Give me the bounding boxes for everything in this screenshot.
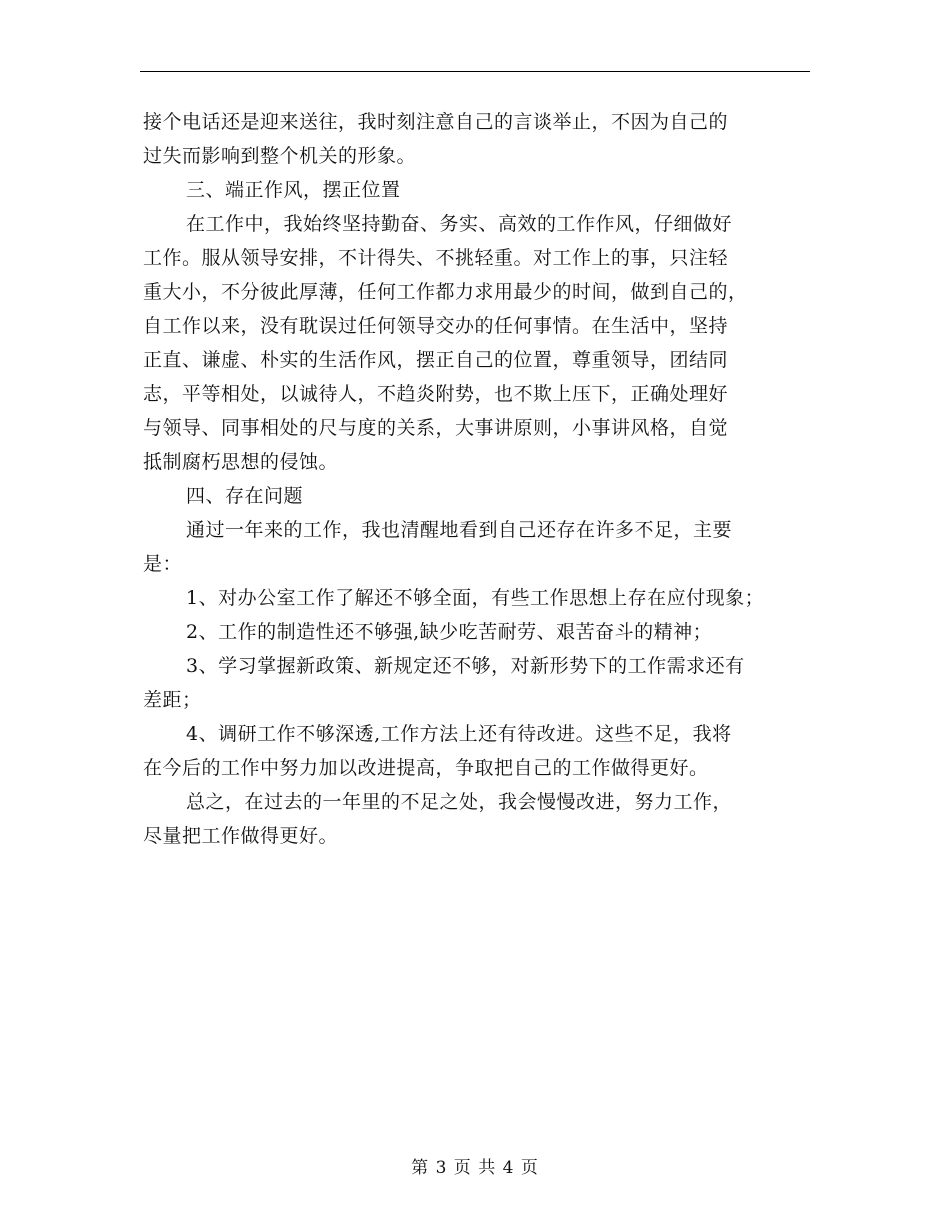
text-line-2: 过失而影响到整个机关的形象。 (143, 145, 417, 167)
conclusion-line-1: 总之，在过去的一年里的不足之处，我会慢慢改进，努力工作， (186, 791, 733, 813)
text-line-14: 是： (143, 553, 183, 575)
section-heading-3: 三、端正作风，摆正位置 (186, 179, 401, 201)
list-item-3: 3、学习掌握新政策、新规定还不够，对新形势下的工作需求还有 (186, 655, 745, 677)
text-line-11: 抵制腐朽思想的侵蚀。 (143, 451, 339, 473)
list-item-3-cont: 差距； (143, 689, 202, 711)
document-body (143, 105, 813, 853)
list-item-1: 1、对办公室工作了解还不够全面，有些工作思想上存在应付现象； (186, 587, 765, 609)
section-heading-4: 四、存在问题 (186, 485, 304, 507)
header-rule (140, 71, 810, 72)
page-number: 第 3 页 共 4 页 (411, 1158, 539, 1178)
list-item-2: 2、工作的制造性还不够强,缺少吃苦耐劳、艰苦奋斗的精神； (186, 621, 713, 643)
list-item-4-cont: 在今后的工作中努力加以改进提高，争取把自己的工作做得更好。 (143, 757, 709, 779)
text-line-5: 工作。服从领导安排，不计得失、不挑轻重。对工作上的事，只注轻 (143, 247, 729, 269)
text-line-4: 在工作中，我始终坚持勤奋、务实、高效的工作作风，仔细做好 (186, 213, 733, 235)
text-line-1: 接个电话还是迎来送往，我时刻注意自己的言谈举止，不因为自己的 (143, 111, 729, 133)
text-line-10: 与领导、同事相处的尺与度的关系，大事讲原则，小事讲风格，自觉 (143, 417, 729, 439)
text-line-7: 自工作以来，没有耽误过任何领导交办的任何事情。在生活中，坚持 (143, 315, 729, 337)
text-line-6: 重大小，不分彼此厚薄，任何工作都力求用最少的时间，做到自己的， (143, 281, 748, 303)
text-line-13: 通过一年来的工作，我也清醒地看到自己还存在许多不足，主要 (186, 519, 733, 541)
list-item-4: 4、调研工作不够深透,工作方法上还有待改进。这些不足，我将 (186, 723, 732, 745)
text-line-9: 志，平等相处，以诚待人，不趋炎附势，也不欺上压下，正确处理好 (143, 383, 729, 405)
conclusion-line-2: 尽量把工作做得更好。 (143, 825, 339, 847)
text-line-8: 正直、谦虚、朴实的生活作风，摆正自己的位置，尊重领导，团结同 (143, 349, 729, 371)
